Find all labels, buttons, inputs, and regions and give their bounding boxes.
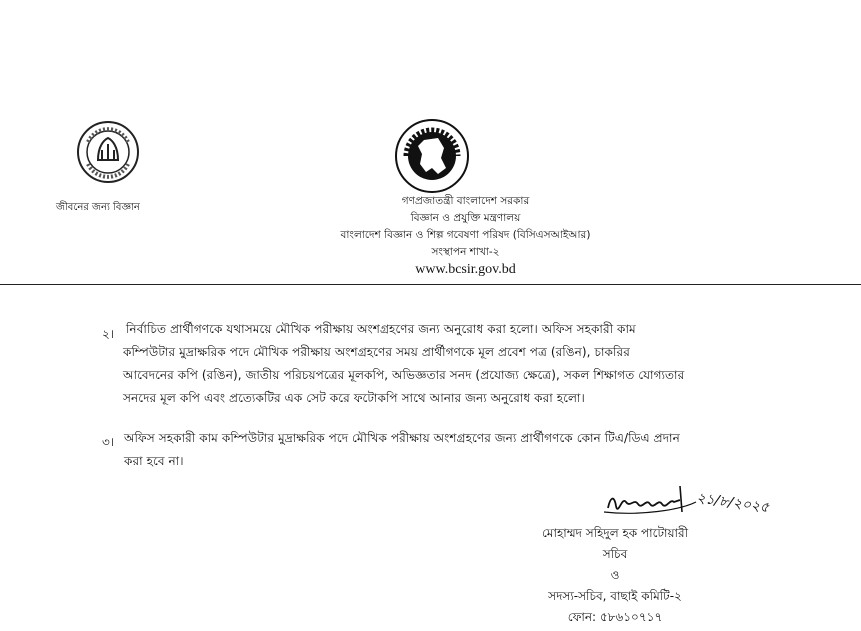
phone-number: ফোন: ৫৮৬১০৭১৭ (567, 610, 663, 624)
header-divider (0, 284, 861, 285)
para2 (123, 318, 766, 410)
website-link[interactable]: www.bcsir.gov.bd (415, 262, 516, 277)
para2-number: ২। (102, 327, 115, 341)
bcsir-logo (76, 120, 140, 184)
signature-date: ২১/৮/২০২৫ (695, 490, 770, 517)
letterhead (0, 193, 861, 278)
para3-line: করা হবে না। (124, 454, 184, 468)
para2-line: আবেদনের কপি (রঙিন), জাতীয় পরিচয়পত্রের মূলকপি, অভিজ্ঞতার সনদ (প্রযোজ্য ক্ষেত্রে), সকল শিক্ষাগত যোগ্যতার (123, 368, 685, 382)
signature-block (520, 523, 710, 628)
conjunction: ও (610, 568, 620, 582)
para2-line: সনদের মূল কপি এবং প্রত্যেকটির এক সেট করে ফটোকপি সাথে আনার জন্য অনুরোধ করা হলো। (123, 391, 585, 405)
para3-line: অফিস সহকারী কাম কম্পিউটার মুদ্রাক্ষরিক পদে মৌখিক পরীক্ষায় অংশগ্রহণের জন্য প্রার্থীগণকে কোন টিএ/ডিএ প্রদান (124, 431, 680, 445)
government-seal (394, 118, 470, 194)
signatory-role: সদস্য-সচিব, বাছাই কমিটি-২ (548, 589, 682, 603)
para2-line: কম্পিউটার মুদ্রাক্ষরিক পদে মৌখিক পরীক্ষায় অংশগ্রহণের সময় প্রার্থীগণকে মূল প্রবেশ পত্র (রঙিন), চাকরির (123, 345, 630, 359)
para3 (124, 427, 764, 473)
tagline: জীবনের জন্য বিজ্ঞান (56, 202, 140, 213)
ministry-name: বিজ্ঞান ও প্রযুক্তি মন্ত্রণালয় (410, 212, 521, 224)
para3-number: ৩। (102, 435, 115, 449)
para2-line: নির্বাচিত প্রার্থীগণকে যথাসময়ে মৌখিক পরীক্ষায় অংশগ্রহণের জন্য অনুরোধ করা হলো। অফিস সহকারী কাম (126, 322, 636, 336)
signatory-title: সচিব (602, 547, 628, 561)
branch-name: সংস্থাপন শাখা-২ (431, 246, 500, 258)
govt-name: গণপ্রজাতন্ত্রী বাংলাদেশ সরকার (401, 195, 530, 207)
council-name: বাংলাদেশ বিজ্ঞান ও শিল্প গবেষণা পরিষদ (বিসিএসআইআর) (340, 229, 591, 241)
signatory-name: মোহাম্মদ সহিদুল হক পাটোয়ারী (541, 526, 689, 540)
